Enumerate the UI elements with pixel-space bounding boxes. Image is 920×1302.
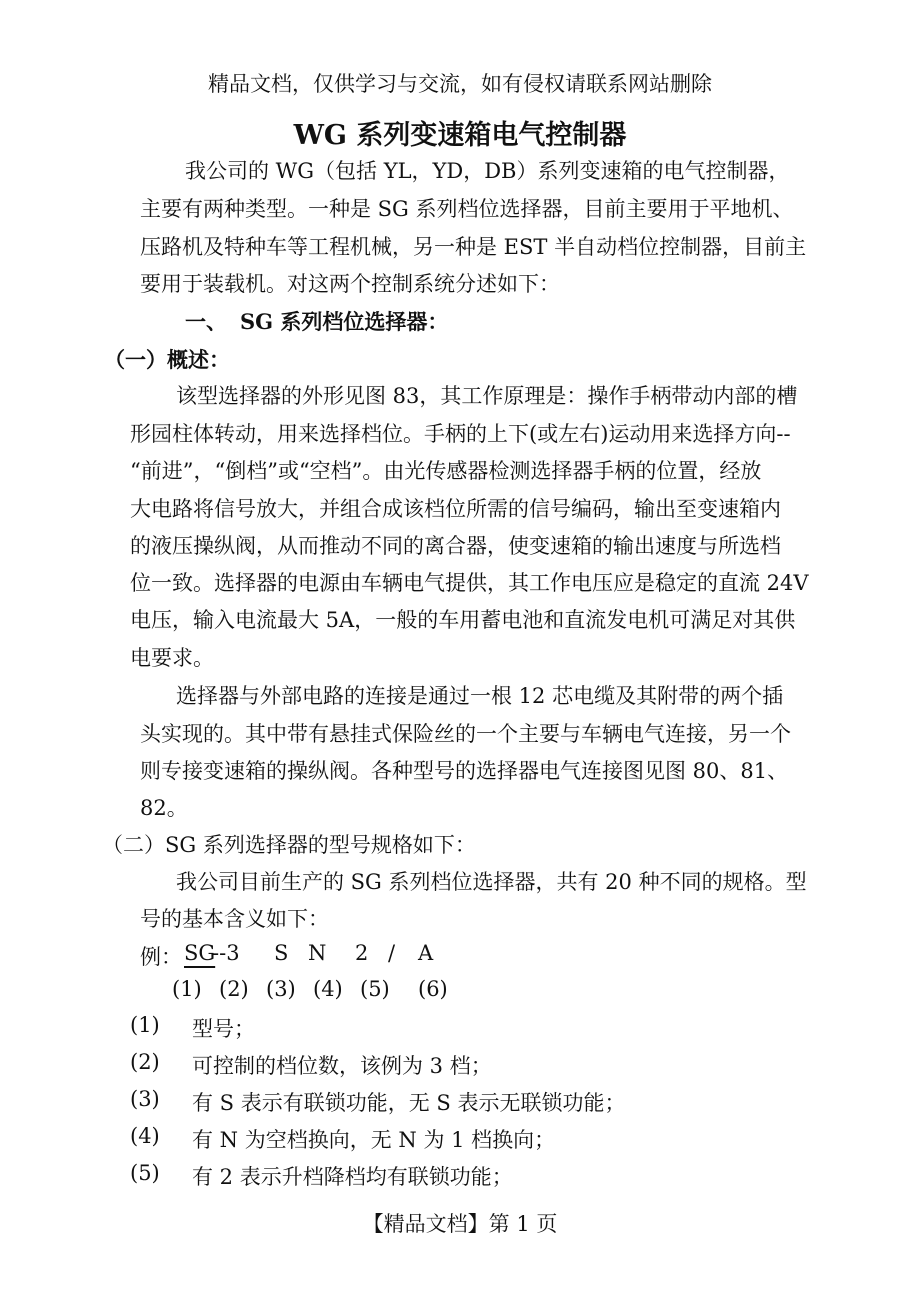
example-code-part: S: [274, 941, 289, 965]
item-number: (1): [130, 1013, 160, 1037]
paragraph-line: 电要求。: [130, 646, 214, 670]
item-number: (3): [130, 1087, 160, 1111]
item-text: 有 2 表示升档降档均有联锁功能；: [192, 1165, 513, 1189]
intro-line: 要用于装载机。对这两个控制系统分述如下：: [140, 272, 560, 296]
item-text: 有 N 为空档换向，无 N 为 1 档换向；: [192, 1128, 556, 1152]
item-number: (4): [130, 1124, 160, 1148]
subsection-heading: （二）SG 系列选择器的型号规格如下：: [102, 833, 476, 857]
section-number: 一、: [185, 309, 227, 334]
paragraph-line: 则专接变速箱的操纵阀。各种型号的选择器电气连接图见图 80、81、: [140, 759, 789, 783]
document-title: WG 系列变速箱电气控制器: [293, 120, 627, 151]
example-prefix: 例：: [140, 945, 182, 969]
paragraph-line: “前进”，“倒档”或“空档”。由光传感器检测选择器手柄的位置，经放: [130, 459, 762, 483]
intro-line: 压路机及特种车等工程机械，另一种是 EST 半自动档位控制器，目前主: [140, 235, 807, 259]
example-position-number: (1): [172, 977, 202, 1001]
intro-line: 主要有两种类型。一种是 SG 系列档位选择器，目前主要用于平地机、: [140, 197, 794, 221]
example-code-part: N: [308, 941, 327, 965]
example-position-number: (3): [266, 977, 296, 1001]
example-code-part: 2: [355, 941, 369, 965]
paragraph-line: 该型选择器的外形见图 83，其工作原理是：操作手柄带动内部的槽: [176, 384, 798, 408]
paragraph-line: 82。: [140, 796, 188, 820]
item-text: 型号；: [192, 1017, 255, 1041]
example-position-number: (5): [360, 977, 390, 1001]
item-text: 可控制的档位数，该例为 3 档；: [192, 1054, 492, 1078]
paragraph-line: 我公司目前生产的 SG 系列档位选择器，共有 20 种不同的规格。型: [176, 870, 807, 894]
section-heading: SG 系列档位选择器：: [240, 309, 449, 334]
paragraph-line: 大电路将信号放大，并组合成该档位所需的信号编码，输出至变速箱内: [130, 497, 781, 521]
paragraph-line: 号的基本含义如下：: [140, 907, 329, 931]
example-position-number: (2): [219, 977, 249, 1001]
paragraph-line: 位一致。选择器的电源由车辆电气提供，其工作电压应是稳定的直流 24V: [130, 571, 809, 595]
paragraph-line: 的液压操纵阀，从而推动不同的离合器，使变速箱的输出速度与所选档: [130, 534, 781, 558]
page-header: 精品文档，仅供学习与交流，如有侵权请联系网站删除: [208, 72, 712, 96]
paragraph-line: 电压，输入电流最大 5A，一般的车用蓄电池和直流发电机可满足对其供: [130, 608, 796, 632]
item-text: 有 S 表示有联锁功能，无 S 表示无联锁功能；: [192, 1091, 626, 1115]
page-footer: 【精品文档】第 1 页: [362, 1212, 558, 1236]
paragraph-line: 选择器与外部电路的连接是通过一根 12 芯电缆及其附带的两个插: [176, 684, 784, 708]
paragraph-line: 头实现的。其中带有悬挂式保险丝的一个主要与车辆电气连接，另一个: [140, 722, 791, 746]
subsection-heading: （一）概述：: [104, 347, 230, 372]
example-model-count: --3: [212, 941, 240, 965]
paragraph-line: 形园柱体转动，用来选择档位。手柄的上下(或左右)运动用来选择方向--: [130, 422, 791, 446]
example-model-sg: SG: [184, 941, 216, 965]
example-code-part: A: [418, 941, 434, 965]
intro-line: 我公司的 WG（包括 YL，YD，DB）系列变速箱的电气控制器，: [185, 159, 790, 183]
example-code-part: /: [388, 941, 396, 965]
example-position-number: (4): [313, 977, 343, 1001]
example-position-number: (6): [418, 977, 448, 1001]
item-number: (5): [130, 1161, 160, 1185]
item-number: (2): [130, 1050, 160, 1074]
